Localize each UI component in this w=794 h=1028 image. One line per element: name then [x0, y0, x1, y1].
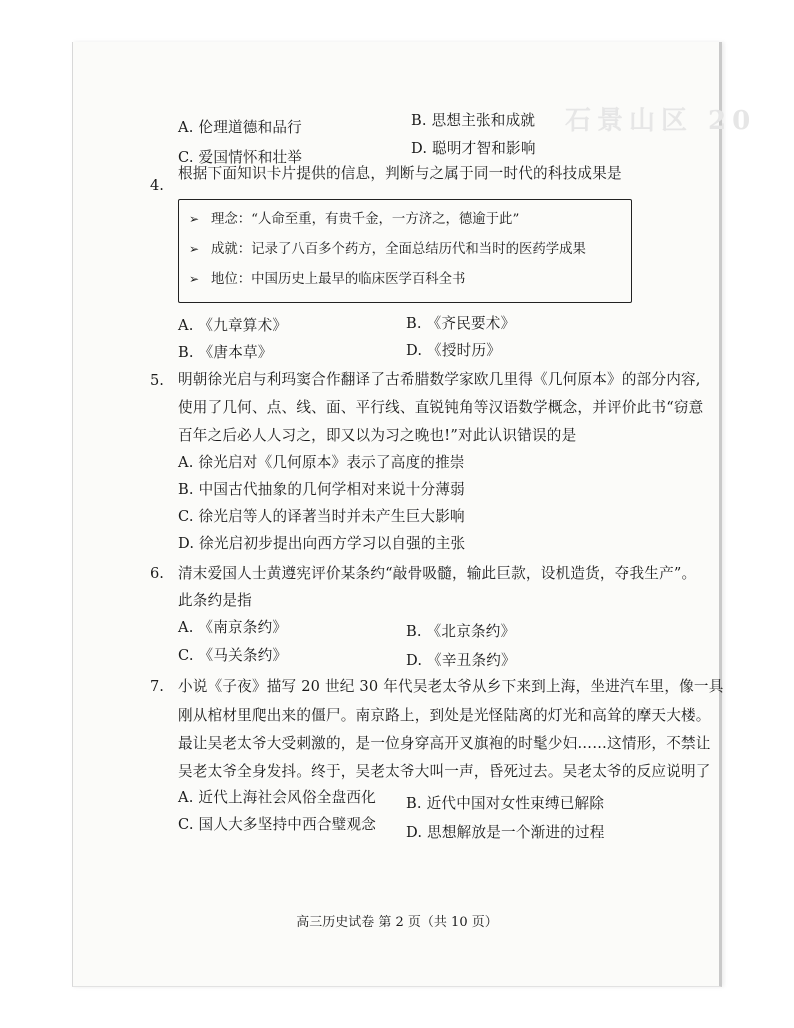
- knowledge-card: [178, 199, 632, 303]
- card-row-status: ➢ 地位：中国历史上最早的临床医学百科全书: [189, 272, 466, 287]
- q4-option-c[interactable]: B. 《唐本草》: [178, 344, 273, 361]
- q5-option-d[interactable]: D. 徐光启初步提出向西方学习以自强的主张: [178, 535, 466, 552]
- q5-stem-line: 明朝徐光启与利玛窦合作翻译了古希腊数学家欧几里得《几何原本》的部分内容,: [178, 371, 701, 388]
- q3-option-c[interactable]: C. 爱国情怀和壮举: [178, 149, 303, 166]
- q7-number: 7.: [150, 678, 164, 695]
- q6-stem-line: 此条约是指: [178, 592, 252, 609]
- q5-option-a[interactable]: A. 徐光启对《几何原本》表示了高度的推崇: [178, 454, 465, 471]
- q7-stem-line: 刚从棺材里爬出来的僵尸。南京路上，到处是光怪陆离的灯光和高耸的摩天大楼。: [178, 707, 711, 724]
- q5-stem-line: 使用了几何、点、线、面、平行线、直锐钝角等汉语数学概念，并评价此书“窃意: [178, 399, 704, 416]
- q6-option-a[interactable]: A. 《南京条约》: [178, 619, 288, 636]
- q7-option-a[interactable]: A. 近代上海社会风俗全盘西化: [178, 789, 376, 806]
- card-row-achievement: ➢ 成就：记录了八百多个药方，全面总结历代和当时的医药学成果: [189, 242, 586, 257]
- q7-option-b[interactable]: B. 近代中国对女性束缚已解除: [406, 795, 605, 812]
- q4-number: 4.: [150, 177, 164, 194]
- q4-option-a[interactable]: A. 《九章算术》: [178, 317, 288, 334]
- q6-option-c[interactable]: C. 《马关条约》: [178, 647, 288, 664]
- q6-stem-line: 清末爱国人士黄遵宪评价某条约“敲骨吸髓，输此巨款，设机造货，夺我生产”。: [178, 565, 697, 582]
- q6-option-d[interactable]: D. 《辛丑条约》: [406, 652, 516, 669]
- arrow-bullet-icon: ➢: [189, 272, 200, 286]
- q7-option-d[interactable]: D. 思想解放是一个渐进的过程: [406, 824, 605, 841]
- arrow-bullet-icon: ➢: [189, 242, 200, 256]
- q3-option-d[interactable]: D. 聪明才智和影响: [411, 140, 536, 157]
- q3-option-a[interactable]: A. 伦理道德和品行: [178, 119, 302, 136]
- page-footer: 高三历史试卷 第 2 页（共 10 页）: [296, 915, 498, 930]
- q7-stem-line: 小说《子夜》描写 20 世纪 30 年代吴老太爷从乡下来到上海，坐进汽车里，像一具: [178, 678, 724, 695]
- q7-stem-line: 最让吴老太爷大受刺激的，是一位身穿高开叉旗袍的时髦少妇……这情形，不禁让: [178, 735, 711, 752]
- q4-option-b[interactable]: B. 《齐民要术》: [406, 315, 516, 332]
- q6-option-b[interactable]: B. 《北京条约》: [406, 623, 516, 640]
- q6-number: 6.: [150, 565, 164, 582]
- q7-stem-line: 吴老太爷全身发抖。终于，吴老太爷大叫一声，昏死过去。吴老太爷的反应说明了: [178, 763, 711, 780]
- arrow-bullet-icon: ➢: [189, 212, 200, 226]
- q4-stem: 根据下面知识卡片提供的信息，判断与之属于同一时代的科技成果是: [178, 165, 622, 182]
- q5-number: 5.: [150, 372, 164, 389]
- q5-stem-line: 百年之后必人人习之，即又以为习之晚也!”对此认识错误的是: [178, 427, 577, 444]
- q5-option-c[interactable]: C. 徐光启等人的译著当时并未产生巨大影响: [178, 508, 465, 525]
- bleed-through-text: 石景山区 20: [565, 106, 757, 136]
- q3-option-b[interactable]: B. 思想主张和成就: [411, 112, 536, 129]
- card-row-concept: ➢ 理念：“人命至重，有贵千金，一方济之，德逾于此”: [189, 212, 520, 227]
- q5-option-b[interactable]: B. 中国古代抽象的几何学相对来说十分薄弱: [178, 481, 465, 498]
- q7-option-c[interactable]: C. 国人大多坚持中西合璧观念: [178, 816, 377, 833]
- q4-option-d[interactable]: D. 《授时历》: [406, 342, 502, 359]
